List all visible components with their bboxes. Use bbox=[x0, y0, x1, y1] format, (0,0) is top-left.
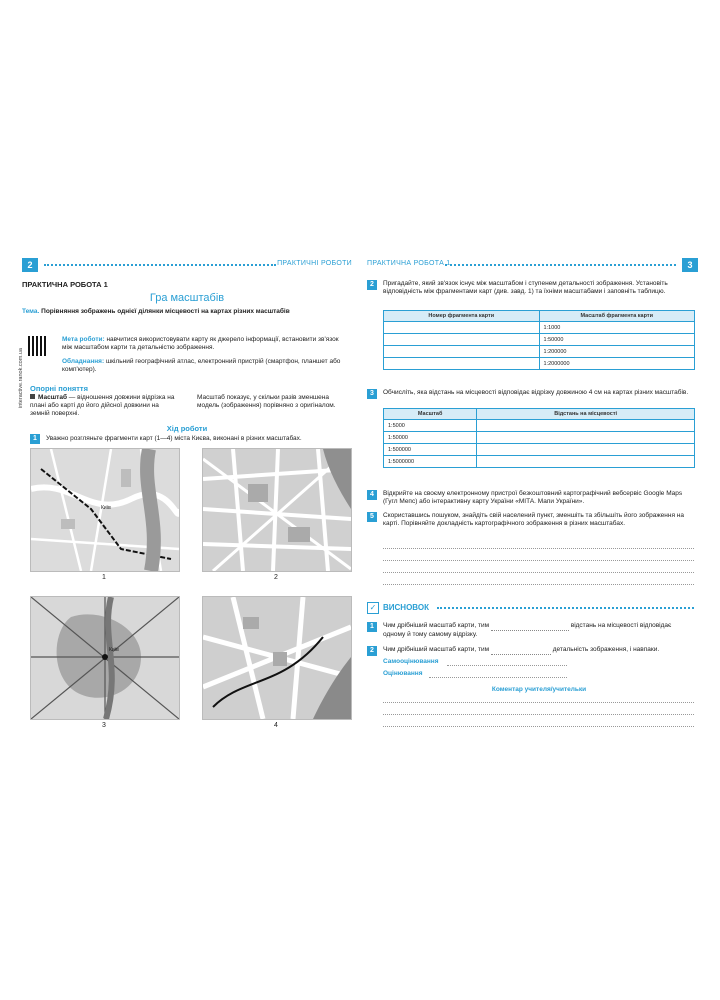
conclusion-rule bbox=[437, 607, 694, 609]
self-assessment-field[interactable] bbox=[447, 665, 567, 666]
goal-label: Мета роботи: bbox=[62, 336, 105, 343]
distance-cell[interactable] bbox=[477, 456, 695, 468]
step3-text: Обчисліть, яка відстань на місцевості відповідає відрізку довжиною 4 см на картах різних масштабів. bbox=[383, 389, 689, 396]
procedure-title: Хід роботи bbox=[166, 424, 208, 433]
equipment-text: шкільний географічний атлас, електронний пристрій (смартфон, планшет або комп'ютер). bbox=[62, 358, 341, 373]
goal bbox=[62, 336, 347, 352]
map-fragment-4 bbox=[202, 596, 352, 720]
grading-label: Оцінювання bbox=[383, 670, 423, 677]
book-spread bbox=[18, 258, 698, 736]
conclusion-2-end: детальність зображення, і навпаки. bbox=[552, 646, 660, 653]
grading-field[interactable] bbox=[429, 677, 567, 678]
table2-header: Масштаб bbox=[384, 409, 477, 420]
step-number: 2 bbox=[367, 646, 377, 656]
distance-table bbox=[383, 408, 695, 468]
conclusion-1-start: Чим дрібніший масштаб карти, тим bbox=[383, 622, 490, 629]
table-row bbox=[384, 358, 695, 370]
table-row bbox=[384, 456, 695, 468]
header-rule bbox=[445, 264, 676, 266]
scale-cell: 1:2000000 bbox=[539, 358, 695, 370]
checkbox-icon: ✓ bbox=[367, 602, 379, 614]
right-header bbox=[367, 258, 698, 272]
concept-col2: Масштаб показує, у скільки разів зменшена модель (зображення) порівняно з оригіналом. bbox=[197, 394, 336, 409]
page-title: Гра масштабів bbox=[149, 292, 225, 304]
comment-line[interactable] bbox=[383, 726, 694, 727]
comment-line[interactable] bbox=[383, 702, 694, 703]
step-number: 3 bbox=[367, 389, 377, 399]
step2-text: Пригадайте, який зв'язок існує між масштабом і ступенем детальності зображення. Установіть відповідність між фрагментами карт (див. завд. 1) та їхніми масштабами і заповніть таблицю. bbox=[383, 280, 668, 295]
left-page bbox=[18, 258, 352, 736]
equipment bbox=[62, 358, 347, 374]
answer-line[interactable] bbox=[383, 584, 694, 585]
step1-text: Уважно розгляньте фрагменти карт (1—4) міста Києва, виконані в різних масштабах. bbox=[46, 435, 302, 442]
table-row bbox=[384, 334, 695, 346]
work-label: ПРАКТИЧНА РОБОТА 1 bbox=[22, 280, 108, 289]
distance-cell[interactable] bbox=[477, 444, 695, 456]
step-number: 1 bbox=[367, 622, 377, 632]
scale-cell: 1:500000 bbox=[384, 444, 477, 456]
table-row bbox=[384, 444, 695, 456]
fragment-number-cell[interactable] bbox=[384, 358, 540, 370]
step5-text: Скориставшись пошуком, знайдіть свій населений пункт, зменшіть та збільшіть його зображення на карті. Порівняйте докладність картографічного зображення в різних масштабах. bbox=[383, 512, 684, 527]
header-rule bbox=[44, 264, 276, 266]
answer-line[interactable] bbox=[383, 572, 694, 573]
map-2-graphic bbox=[203, 449, 351, 571]
qr-caption: interactive.ranok.com.ua bbox=[18, 348, 24, 408]
running-head: ПРАКТИЧНІ РОБОТИ bbox=[277, 260, 352, 267]
goal-text: навчитися використовувати карту як джерело інформації, встановити зв'язок між масштабом карти та детальністю зображення. bbox=[62, 336, 339, 351]
fill-in-blank[interactable] bbox=[491, 646, 551, 655]
concept-definition: — відношення довжини відрізка на плані або карті до його дійсної довжини на земній поверхні. bbox=[30, 394, 175, 417]
scale-cell: 1:5000 bbox=[384, 420, 477, 432]
equipment-label: Обладнання: bbox=[62, 358, 105, 365]
step-number: 4 bbox=[367, 490, 377, 500]
map-2-caption: 2 bbox=[274, 574, 278, 581]
step4-text: Відкрийте на своєму електронному пристрої безкоштовний картографічний вебсервіс Google Maps (Гугл Мепс) або інтерактивну карту України «МІТА. Мапи України». bbox=[383, 490, 683, 505]
topic bbox=[22, 308, 342, 316]
map-fragment-2 bbox=[202, 448, 352, 572]
map-3-label: Київ bbox=[109, 647, 119, 653]
answer-line[interactable] bbox=[383, 560, 694, 561]
fragment-number-cell[interactable] bbox=[384, 334, 540, 346]
map-1-label: Київ bbox=[101, 505, 111, 511]
qr-code-icon[interactable] bbox=[28, 336, 48, 356]
map-3-caption: 3 bbox=[102, 722, 106, 729]
map-3-graphic bbox=[31, 597, 179, 719]
scale-cell: 1:5000000 bbox=[384, 456, 477, 468]
concept-term: Масштаб bbox=[38, 394, 67, 401]
table2-header: Відстань на місцевості bbox=[477, 409, 695, 420]
table1-header: Масштаб фрагмента карти bbox=[539, 311, 695, 322]
answer-line[interactable] bbox=[383, 548, 694, 549]
concept-col1 bbox=[30, 394, 175, 418]
table-row bbox=[384, 346, 695, 358]
bullet-icon bbox=[30, 394, 35, 399]
step-number: 2 bbox=[367, 280, 377, 290]
map-fragment-3 bbox=[30, 596, 180, 720]
conclusion-1 bbox=[383, 622, 693, 639]
topic-label: Тема. bbox=[22, 308, 40, 315]
conclusion-2 bbox=[383, 646, 693, 655]
page-number: 2 bbox=[22, 258, 38, 272]
step-number: 5 bbox=[367, 512, 377, 522]
conclusion-title: ВИСНОВОК bbox=[383, 603, 429, 612]
page-number: 3 bbox=[682, 258, 698, 272]
scale-cell: 1:50000 bbox=[539, 334, 695, 346]
conclusion-1-end: відстань на місцевості відповідає одному й тому самому відрізку. bbox=[383, 622, 672, 638]
distance-cell[interactable] bbox=[477, 432, 695, 444]
matching-table bbox=[383, 310, 695, 370]
scale-cell: 1:50000 bbox=[384, 432, 477, 444]
running-head: ПРАКТИЧНА РОБОТА 1 bbox=[367, 260, 451, 267]
table1-header: Номер фрагмента карти bbox=[384, 311, 540, 322]
right-page bbox=[367, 258, 698, 736]
fragment-number-cell[interactable] bbox=[384, 346, 540, 358]
table-row bbox=[384, 432, 695, 444]
fill-in-blank[interactable] bbox=[491, 622, 569, 631]
scale-cell: 1:1000 bbox=[539, 322, 695, 334]
self-assessment-label: Самооцінювання bbox=[383, 658, 439, 665]
teacher-comment-title: Коментар учителя/учительки bbox=[491, 686, 587, 693]
comment-line[interactable] bbox=[383, 714, 694, 715]
map-4-graphic bbox=[203, 597, 351, 719]
conclusion-2-start: Чим дрібніший масштаб карти, тим bbox=[383, 646, 490, 653]
map-1-caption: 1 bbox=[102, 574, 106, 581]
concepts-title: Опорні поняття bbox=[30, 384, 88, 393]
distance-cell[interactable] bbox=[477, 420, 695, 432]
left-header bbox=[22, 258, 352, 272]
step-number: 1 bbox=[30, 434, 40, 444]
table-row bbox=[384, 322, 695, 334]
topic-text: Порівняння зображень однієї ділянки місцевості на картах різних масштабів bbox=[41, 308, 290, 315]
map-fragment-1 bbox=[30, 448, 180, 572]
fragment-number-cell[interactable] bbox=[384, 322, 540, 334]
map-4-caption: 4 bbox=[274, 722, 278, 729]
scale-cell: 1:200000 bbox=[539, 346, 695, 358]
table-row bbox=[384, 420, 695, 432]
